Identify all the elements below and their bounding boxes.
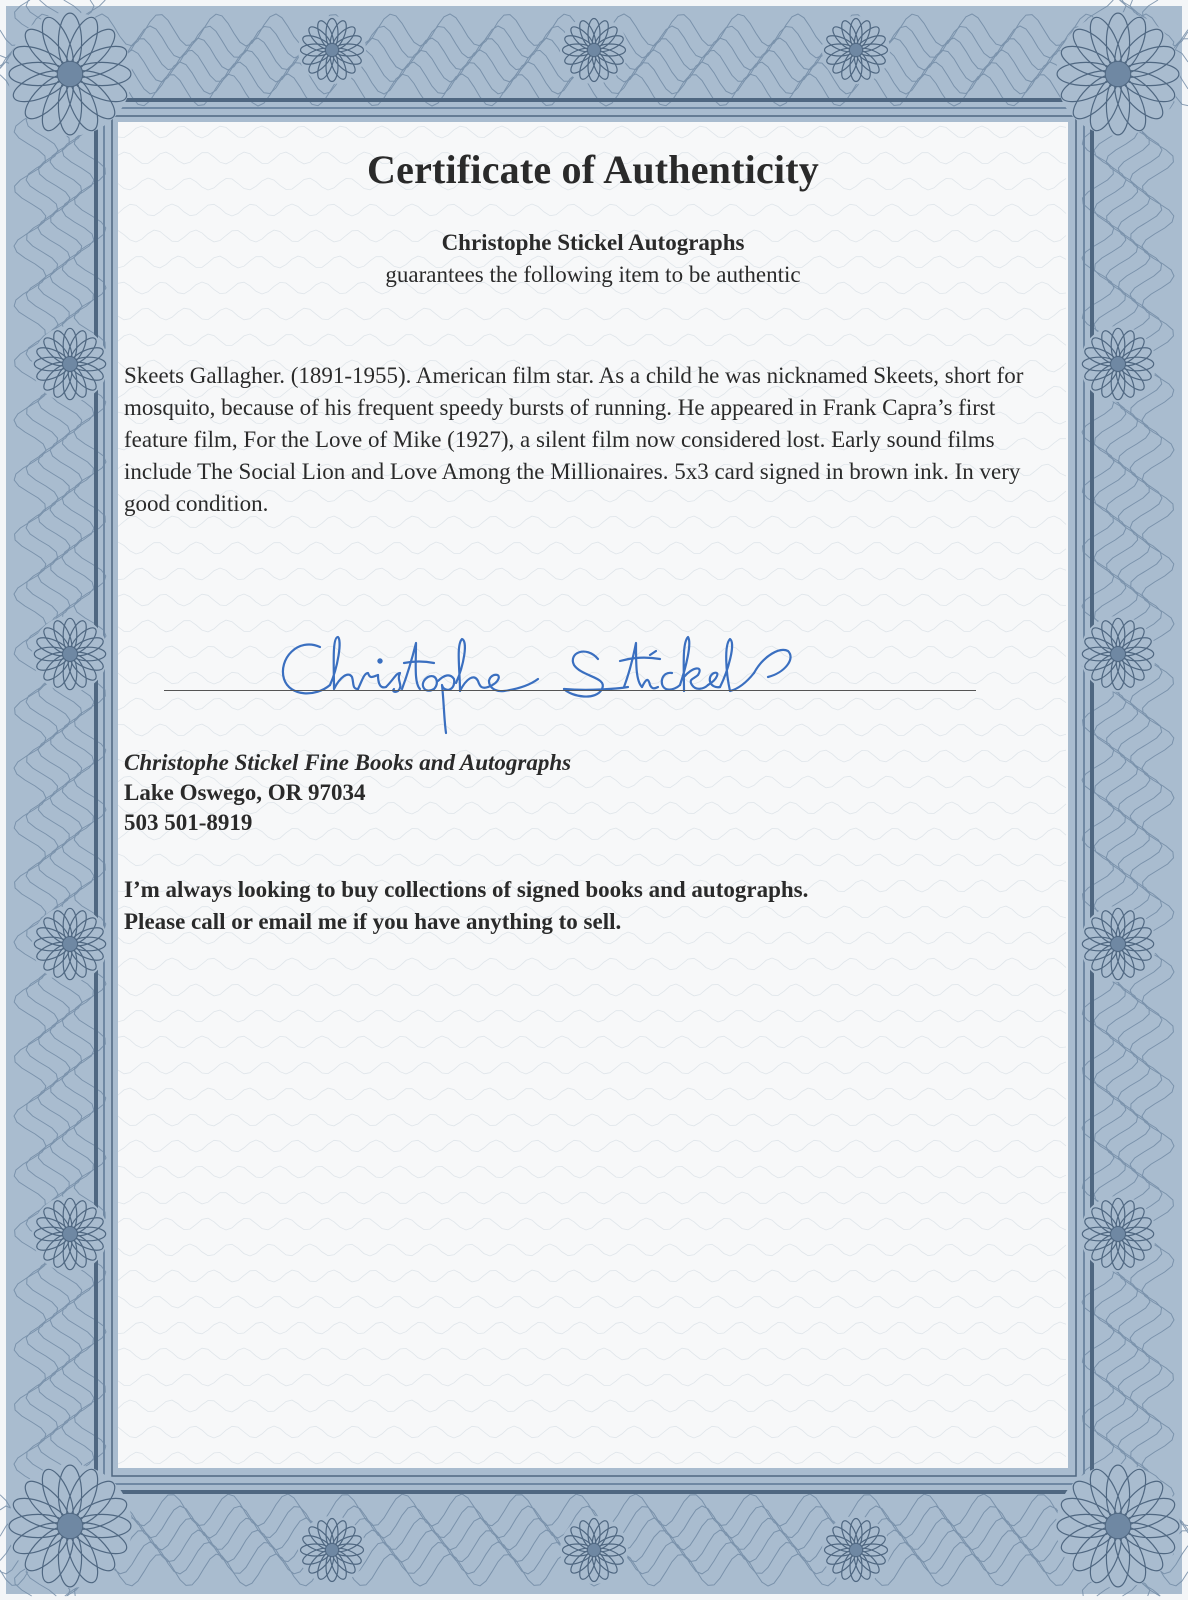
rosette-icon — [32, 616, 108, 692]
rosette-icon — [8, 1464, 132, 1588]
rosette-icon — [1080, 326, 1156, 402]
rosette-icon — [32, 906, 108, 982]
rosette-icon — [298, 1516, 366, 1584]
rosette-icon — [8, 12, 132, 136]
rosette-icon — [822, 1516, 890, 1584]
buying-notice — [124, 874, 1024, 938]
rosette-icon — [32, 1196, 108, 1272]
dealer-address: Lake Oswego, OR 97034 — [124, 780, 366, 805]
rosette-icon — [1056, 1464, 1180, 1588]
buying-notice-line-1: I’m always looking to buy collections of signed books and autographs. — [124, 877, 809, 902]
rosette-icon — [298, 16, 366, 84]
rosette-icon — [32, 326, 108, 402]
rosette-icon — [822, 16, 890, 84]
rosette-icon — [1080, 616, 1156, 692]
page-title: Certificate of Authenticity — [367, 147, 819, 192]
signature-line — [164, 690, 976, 691]
dealer-phone: 503 501-8919 — [124, 810, 253, 835]
rosette-icon — [1056, 12, 1180, 136]
certificate-body — [118, 122, 1068, 1468]
rosette-icon — [1080, 906, 1156, 982]
buying-notice-line-2: Please call or email me if you have anything to sell. — [124, 909, 622, 934]
dealer-info — [124, 748, 571, 838]
signature — [268, 607, 828, 737]
rosette-icon — [1080, 1196, 1156, 1272]
rosette-icon — [560, 1516, 628, 1584]
rosette-icon — [560, 16, 628, 84]
item-description: Skeets Gallagher. (1891-1955). American film star. As a child he was nicknamed Skeets, short for mosquito, because of his frequent speedy bursts of running. He appeared in Frank Capra’s first feature film, For the Love of Mike (1927), a silent film now considered lost. Early sound films include The Social Lion and Love Among the Millionaires. 5x3 card signed in brown ink. In very good condition. — [124, 363, 1024, 516]
issuer-name: Christophe Stickel Autographs — [441, 230, 745, 255]
dealer-name: Christophe Stickel Fine Books and Autographs — [124, 750, 572, 775]
guarantee-statement: guarantees the following item to be authentic — [385, 262, 801, 287]
